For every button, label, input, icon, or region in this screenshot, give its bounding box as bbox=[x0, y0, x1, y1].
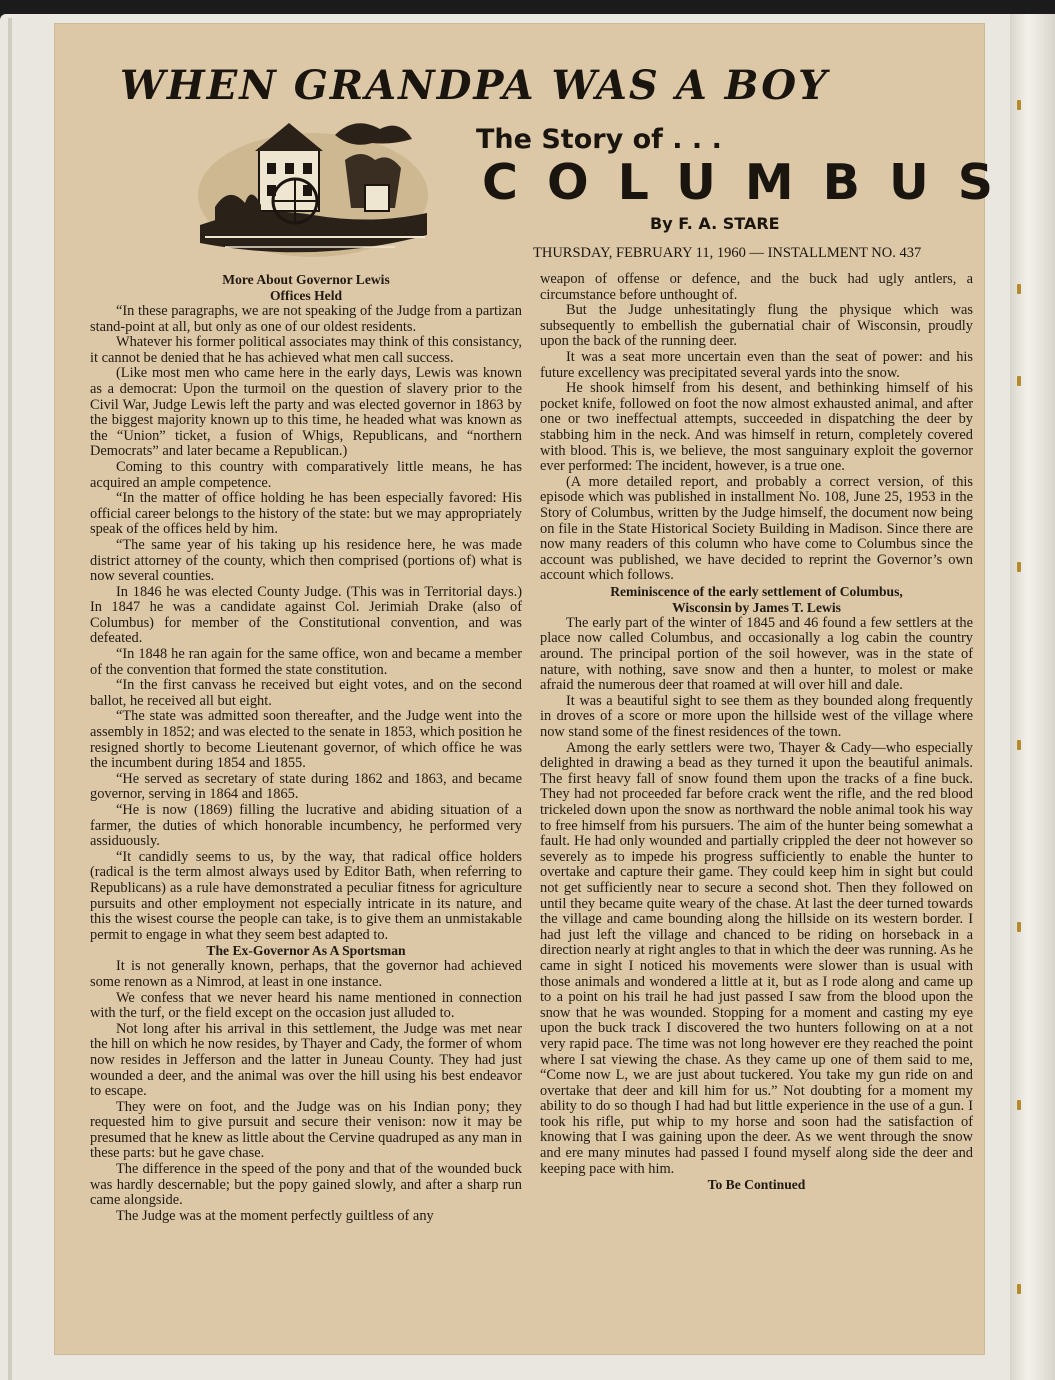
paragraph: Coming to this country with comparatively little means, he has acquired an ample competence. bbox=[90, 458, 522, 491]
paragraph: “The same year of his taking up his residence here, he was made district attorney of the county, which then comprised (portions of) what is now several counties. bbox=[90, 536, 522, 585]
paragraph: They were on foot, and the Judge was on his Indian pony; they requested him to give pursuit and secure their venison: now it may be presumed that he knew as little about the Cervine quadruped as any man in these parts: but he gave chase. bbox=[90, 1098, 522, 1162]
column-masthead: WHEN GRANDPA WAS A BOY bbox=[120, 62, 829, 109]
byline: By F. A. STARE bbox=[650, 214, 780, 233]
subheading: More About Governor Lewis bbox=[222, 272, 390, 287]
paragraph: We confess that we never heard his name mentioned in connection with the turf, or the field except on the occasion just alluded to. bbox=[90, 989, 522, 1022]
story-title: COLUMBUS bbox=[482, 154, 1023, 211]
page-stack-edge bbox=[1010, 14, 1055, 1380]
paragraph: The difference in the speed of the pony and that of the wounded buck was hardly descernable; but the popy gained slowly, and after a sharp run came alongside. bbox=[90, 1161, 522, 1209]
page-tab-mark bbox=[1017, 376, 1021, 386]
paragraph: But the Judge unhesitatingly flung the physique which was subsequently to embellish the gubernatial chair of Wisconsin, proudly upon the back of the running deer. bbox=[540, 302, 973, 350]
to-be-continued: To Be Continued bbox=[707, 1177, 806, 1193]
subheading: The Ex-Governor As A Sportsman bbox=[206, 943, 406, 959]
paragraph: “In these paragraphs, we are not speaking of the Judge from a partizan stand-point at all, but only as one of our oldest residents. bbox=[90, 303, 522, 335]
paragraph: (Like most men who came here in the early days, Lewis was known as a democrat: Upon the turmoil on the question of slavery prior to the Civil War, Judge Lewis left the party and was elected governor in 1863 by the biggest majority known up to this time, he headed what was known as the “Union” ticket, a fusion of Whigs, Republicans, and “northern Democrats” and later became a Republican.) bbox=[90, 365, 522, 460]
paragraph: Whatever his former political associates may think of this consistancy, it cannot be denied that he has achieved what men call success. bbox=[90, 334, 522, 366]
paragraph: “In the first canvass he received but eight votes, and on the second ballot, he received all but eight. bbox=[90, 677, 522, 709]
paragraph: “The state was admitted soon thereafter, and the Judge went into the assembly in 1852; and was elected to the senate in 1853, which position he resigned shortly to become Lieutenant governor, of which office he was the incumbent during 1854 and 1855. bbox=[90, 708, 522, 772]
paragraph: In 1846 he was elected County Judge. (This was in Territorial days.) In 1847 he was a candidate against Col. Jerimiah Drake (also of Columbus) for member of the Constitutional convention, and was defeated. bbox=[90, 583, 522, 647]
subheading: Wisconsin by James T. Lewis bbox=[672, 599, 841, 615]
subheading: Reminiscence of the early settlement of Columbus, bbox=[610, 583, 903, 599]
page-tab-mark bbox=[1017, 740, 1021, 750]
paragraph: It is not generally known, perhaps, that the governor had achieved some renown as a Nimrod, at least in one instance. bbox=[90, 958, 522, 990]
dateline: THURSDAY, FEBRUARY 11, 1960 — INSTALLMENT NO. 437 bbox=[533, 245, 922, 261]
paragraph: “In 1848 he ran again for the same office, won and became a member of the convention that formed the state constitution. bbox=[90, 646, 522, 678]
paragraph: weapon of offense or defence, and the buck had ugly antlers, a circumstance before unthought of. bbox=[540, 271, 973, 303]
binding-edge bbox=[8, 18, 12, 1380]
paragraph: The early part of the winter of 1845 and 46 found a few settlers at the place now called Columbus, and occasionally a log cabin the country around. The principal portion of the soil however, was in the state of nature, with nothing, save snow and then a hunter, to molest or make afraid the numerous deer that roamed at will over hill and dale. bbox=[540, 614, 973, 694]
page-tab-mark bbox=[1017, 284, 1021, 294]
paragraph: It was a beautiful sight to see them as they bounded along frequently in droves of a score or more upon the hillside west of the village where now stand some of the finest residences of the town. bbox=[540, 692, 973, 741]
page-tab-mark bbox=[1017, 922, 1021, 932]
page-tab-mark bbox=[1017, 1100, 1021, 1110]
paragraph: “He is now (1869) filling the lucrative and abiding situation of a farmer, the duties of which honorable incumbency, he performed very assiduously. bbox=[90, 802, 522, 850]
left-column bbox=[90, 272, 522, 1224]
page-tab-mark bbox=[1017, 1284, 1021, 1294]
paragraph: (A more detailed report, and probably a correct version, of this episode which was published in installment No. 108, June 25, 1953 in the Story of Columbus, written by the Judge himself, the document now being on file in the State Historical Society Building in Madison. Since there are now many readers of this column who have come to Columbus since the account was published, we have decided to reprint the Governor’s own account which follows. bbox=[540, 473, 973, 584]
paragraph: He shook himself from his desent, and bethinking himself of his pocket knife, followed on foot the now almost exhausted animal, and after one or two ineffectual attempts, succeeded in dispatching the deer by stabbing him in the neck. And was himself in return, completely covered with blood. This is, we believe, the most sanguinary exploit the governor ever performed: The incident, however, is a true one. bbox=[540, 380, 973, 475]
paragraph: “In the matter of office holding he has been especially favored: His official career belongs to the history of the state: but we may appropriately speak of the offices held by him. bbox=[90, 490, 522, 538]
story-of-label: The Story of . . . bbox=[476, 124, 722, 155]
mill-scene-illustration bbox=[195, 115, 430, 265]
paragraph: Not long after his arrival in this settlement, the Judge was met near the hill on which he now resides, by Thayer and Cady, the former of whom now resides in Jefferson and the latter in Juneau County. They had just wounded a deer, and the animal was over the hill using his best endeavor to escape. bbox=[90, 1020, 523, 1100]
paragraph: The Judge was at the moment perfectly guiltless of any bbox=[116, 1207, 434, 1224]
subheading: Offices Held bbox=[269, 288, 343, 303]
page-tab-mark bbox=[1017, 100, 1021, 110]
paragraph: Among the early settlers were two, Thayer & Cady—who especially delighted in drawing a bead as they turned it upon the beautiful animals. The first heavy fall of snow found them upon the tracks of a fine buck. They had not proceeded far before crack went the rifle, and the red blood trickeled down upon the snow as northward the noble animal took his way to free himself from his pursuers. The aim of the hunter being somewhat a fault. He had only wounded and partially crippled the deer not however so severely as to impede his progress sufficiently to enable the hunter to overtake and capture their game. They could keep him in sight but could not get sufficiently near to secure a second shot. Then they followed on until they became quite weary of the chase. At last the deer turned towards the village and came bounding along the hillside on its western border. I had just left the village and chanced to be riding on horseback in a direction nearly at right angles to that in which the deer was running. As he came in sight I noticed his movements were slower than is usual with those animals and wondered a little at it, but as I rode along and came up to a point on his trail he had just passed I saw from the blood upon the snow that he was wounded. Stopping for a moment and casting my eye upon the buck track I discovered the two hunters following on at a not very rapid pace. The time was not long however ere they reached the point where I sat viewing the chase. As they came up one of them said to me, “Come now L, we are just about tuckered. You take my gun ride on and overtake that deer and kill him for us.” Not doubting for a moment my ability to do so though I had had but little experience in the use of a gun. I took his rifle, put whip to my horse and soon had the satisfaction of knowing that I was gaining upon the deer. As we went through the snow and ere many minutes had passed I found myself along side the deer and keeping pace with him. bbox=[540, 739, 973, 1177]
page-tab-mark bbox=[1017, 562, 1021, 572]
paragraph: “It candidly seems to us, by the way, that radical office holders (radical is the term almost always used by Editor Bath, when referring to Republicans) as a rule have demonstrated a peculiar fitness for agriculture pursuits and other employment not especially intricate in its nature, and this the wisest course the people can take, is to give them an unmistakable permit to engage in what they seem best adapted to. bbox=[90, 848, 522, 943]
paragraph: It was a seat more uncertain even than the seat of power: and his future excellency was precipitated several yards into the snow. bbox=[540, 348, 973, 381]
right-column bbox=[540, 272, 973, 1193]
paragraph: “He served as secretary of state during 1862 and 1863, and became governor, serving in 1864 and 1865. bbox=[90, 770, 522, 803]
